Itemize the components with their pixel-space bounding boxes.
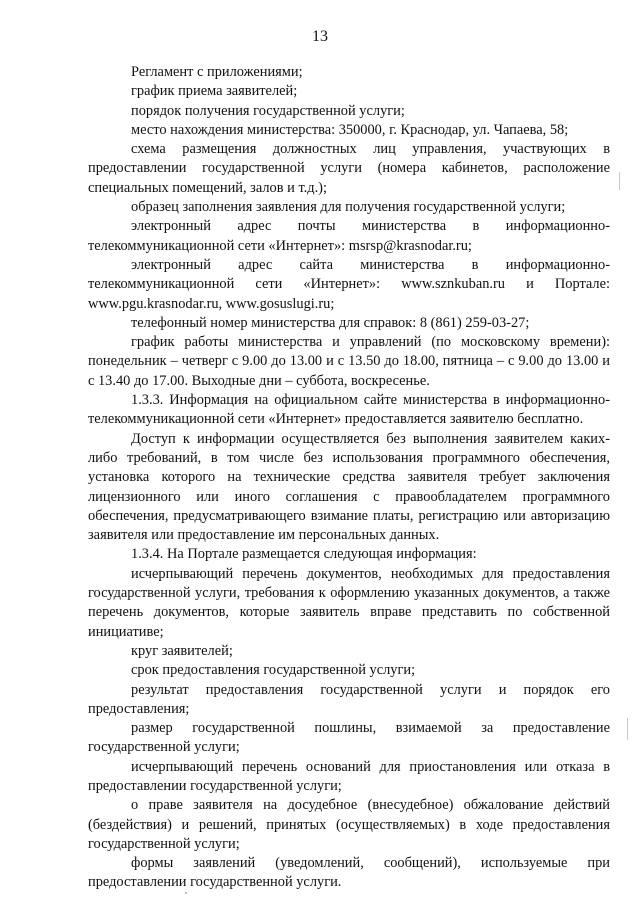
paragraph: место нахождения министерства: 350000, г. Краснодар, ул. Чапаева, 58;	[131, 121, 569, 138]
paragraph: исчерпывающий перечень оснований для приостановления или отказа в предоставлении государственной услуги;	[88, 758, 610, 794]
paragraph: круг заявителей;	[131, 642, 233, 659]
paragraph: формы заявлений (уведомлений, сообщений), используемые при предоставлении государственной услуги.	[88, 855, 610, 891]
scan-dot-mark	[185, 892, 187, 894]
paragraph: порядок получения государственной услуги;	[131, 102, 405, 119]
page-number: 13	[312, 28, 328, 45]
paragraph: график приема заявителей;	[131, 83, 298, 100]
scan-edge-mark	[619, 172, 620, 190]
paragraph: образец заполнения заявления для получения государственной услуги;	[131, 199, 566, 216]
paragraph: размер государственной пошлины, взимаемой за предоставление государственной услуги;	[88, 720, 610, 756]
paragraph: срок предоставления государственной услуги;	[131, 662, 416, 679]
paragraph: Доступ к информации осуществляется без выполнения заявителем каких-либо требований, в том числе без использования программного обеспечения, установка которого на технические средства заявителя требует заключения лицензионного или иного соглашения с правообладателем программного обеспечения, предусматривающего взимание платы, регистрацию или авторизацию заявителя или предоставление им персональных данных.	[88, 430, 610, 544]
paragraph: телефонный номер министерства для справок: 8 (861) 259-03-27;	[131, 314, 530, 331]
scan-edge-mark	[627, 718, 628, 740]
paragraph: схема размещения должностных лиц управления, участвующих в предоставлении государственной услуги (номера кабинетов, расположение специальных помещений, залов и т.д.);	[88, 141, 610, 196]
paragraph: 1.3.3. Информация на официальном сайте министерства в информационно-телекоммуникационной сети «Интернет» предоставляется заявителю бесплатно.	[88, 392, 610, 428]
paragraph: результат предоставления государственной услуги и порядок его предоставления;	[88, 681, 610, 717]
document-body	[88, 63, 610, 893]
paragraph: Регламент с приложениями;	[131, 64, 303, 80]
paragraph: график работы министерства и управлений (по московскому времени): понедельник – четверг с 9.00 до 13.00 и с 13.50 до 18.00, пятница – с 9.00 до 13.00 и с 13.40 до 17.00. Выходные дни – суббота, воскресенье.	[88, 334, 610, 389]
paragraph: электронный адрес сайта министерства в информационно-телекоммуникационной сети «Интернет»: www.sznkuban.ru и Портале: www.pgu.krasnodar.ru, www.gosuslugi.ru;	[88, 256, 610, 312]
paragraph: электронный адрес почты министерства в информационно-телекоммуникационной сети «Интернет»: msrsp@krasnodar.ru;	[88, 218, 610, 254]
paragraph: исчерпывающий перечень документов, необходимых для предоставления государственной услуги, требования к оформлению указанных документов, а также перечень документов, которые заявитель вправе представить по собственной инициативе;	[88, 565, 610, 640]
paragraph: 1.3.4. На Портале размещается следующая информация:	[131, 546, 477, 563]
paragraph: о праве заявителя на досудебное (внесудебное) обжалование действий (бездействия) и решений, принятых (осуществляемых) в ходе предоставления государственной услуги;	[88, 797, 610, 852]
